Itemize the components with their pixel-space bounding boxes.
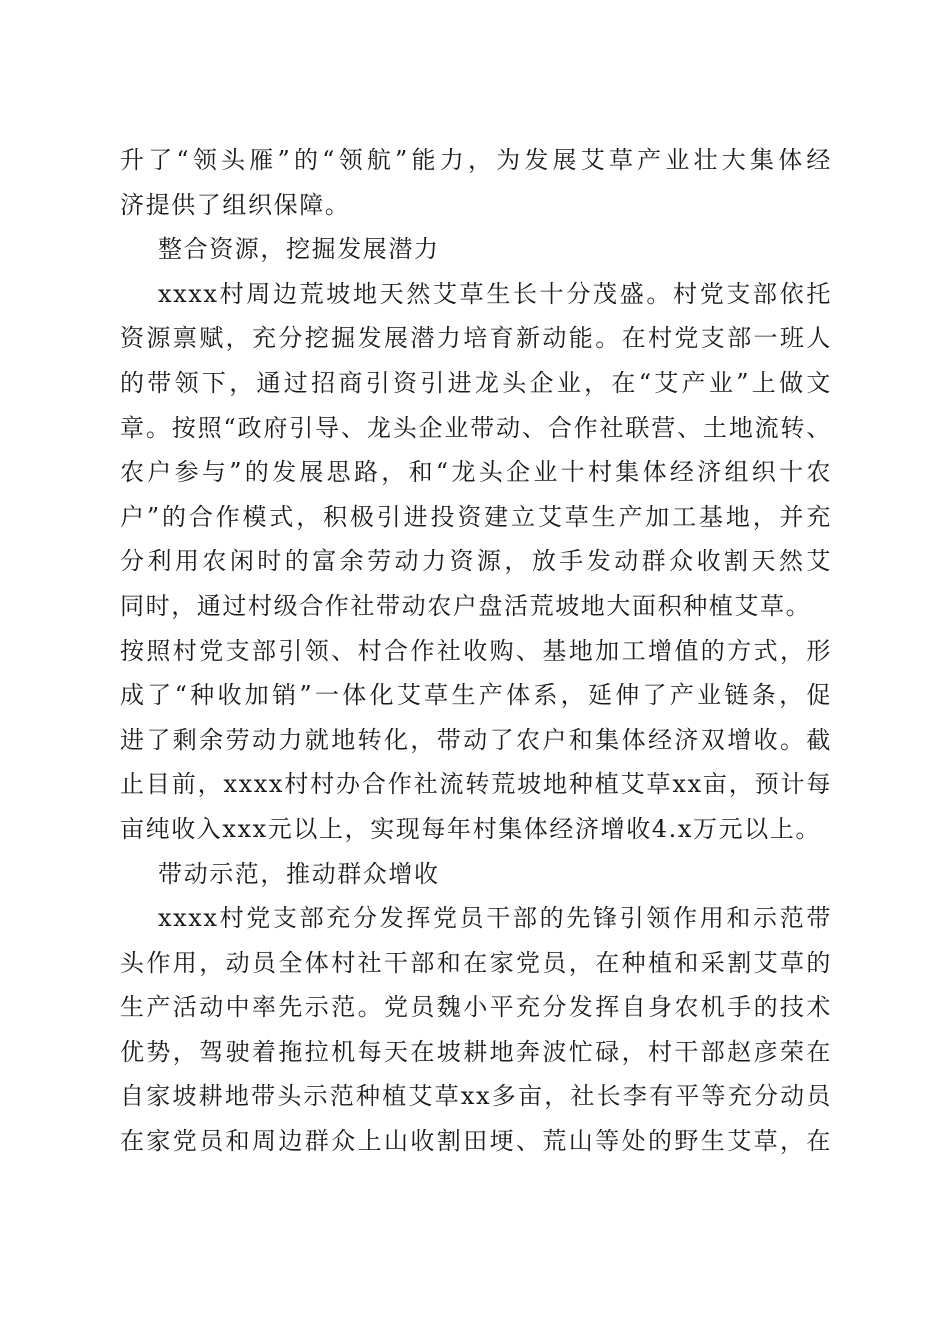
text-line: 升了“领头雁”的“领航”能力，为发展艾草产业壮大集体经 [120,146,832,174]
text-line: 章。按照“政府引导、龙头企业带动、合作社联营、土地流转、 [120,413,832,442]
text-line: 优势，驾驶着拖拉机每天在坡耕地奔波忙碌，村干部赵彦荣在 [120,1037,832,1066]
text-line: xxxx村党支部充分发挥党员干部的先锋引领作用和示范带 [158,904,832,933]
text-line: 止目前，xxxx村村办合作社流转荒坡地种植艾草xx亩，预计每 [120,770,832,799]
text-line: 成了“种收加销”一体化艾草生产体系，延伸了产业链条，促 [120,681,832,710]
text-line: 的带领下，通过招商引资引进龙头企业，在“艾产业”上做文 [120,368,832,397]
section-heading-integrate-resources: 整合资源，挖掘发展潜力 [158,235,440,264]
text-line: 分利用农闲时的富余劳动力资源，放手发动群众收割天然艾 [120,547,832,576]
text-line: xxxx村周边荒坡地天然艾草生长十分茂盛。村党支部依托 [158,279,832,308]
text-line: 按照村党支部引领、村合作社收购、基地加工增值的方式，形 [120,636,832,665]
text-line: 进了剩余劳动力就地转化，带动了农户和集体经济双增收。截 [120,725,832,754]
body-text [120,138,832,1164]
text-line: 在家党员和周边群众上山收割田埂、荒山等处的野生艾草，在 [120,1127,832,1156]
section-heading-lead-by-example: 带动示范，推动群众增收 [158,859,440,888]
text-line: 户”的合作模式，积极引进投资建立艾草生产加工基地，并充 [120,502,832,531]
text-line: 济提供了组织保障。 [120,190,351,219]
text-line: 头作用，动员全体村社干部和在家党员，在种植和采割艾草的 [120,948,832,977]
text-line: 自家坡耕地带头示范种植艾草xx多亩，社长李有平等充分动员 [120,1082,832,1111]
text-line: 生产活动中率先示范。党员魏小平充分发挥自身农机手的技术 [120,993,832,1022]
text-line: 同时，通过村级合作社带动农户盘活荒坡地大面积种植艾草。 [120,591,812,620]
text-line: 农户参与”的发展思路，和“龙头企业十村集体经济组织十农 [120,458,832,487]
text-line: 资源禀赋，充分挖掘发展潜力培育新动能。在村党支部一班人 [120,324,832,353]
text-line: 亩纯收入xxx元以上，实现每年村集体经济增收4.x万元以上。 [120,814,822,843]
